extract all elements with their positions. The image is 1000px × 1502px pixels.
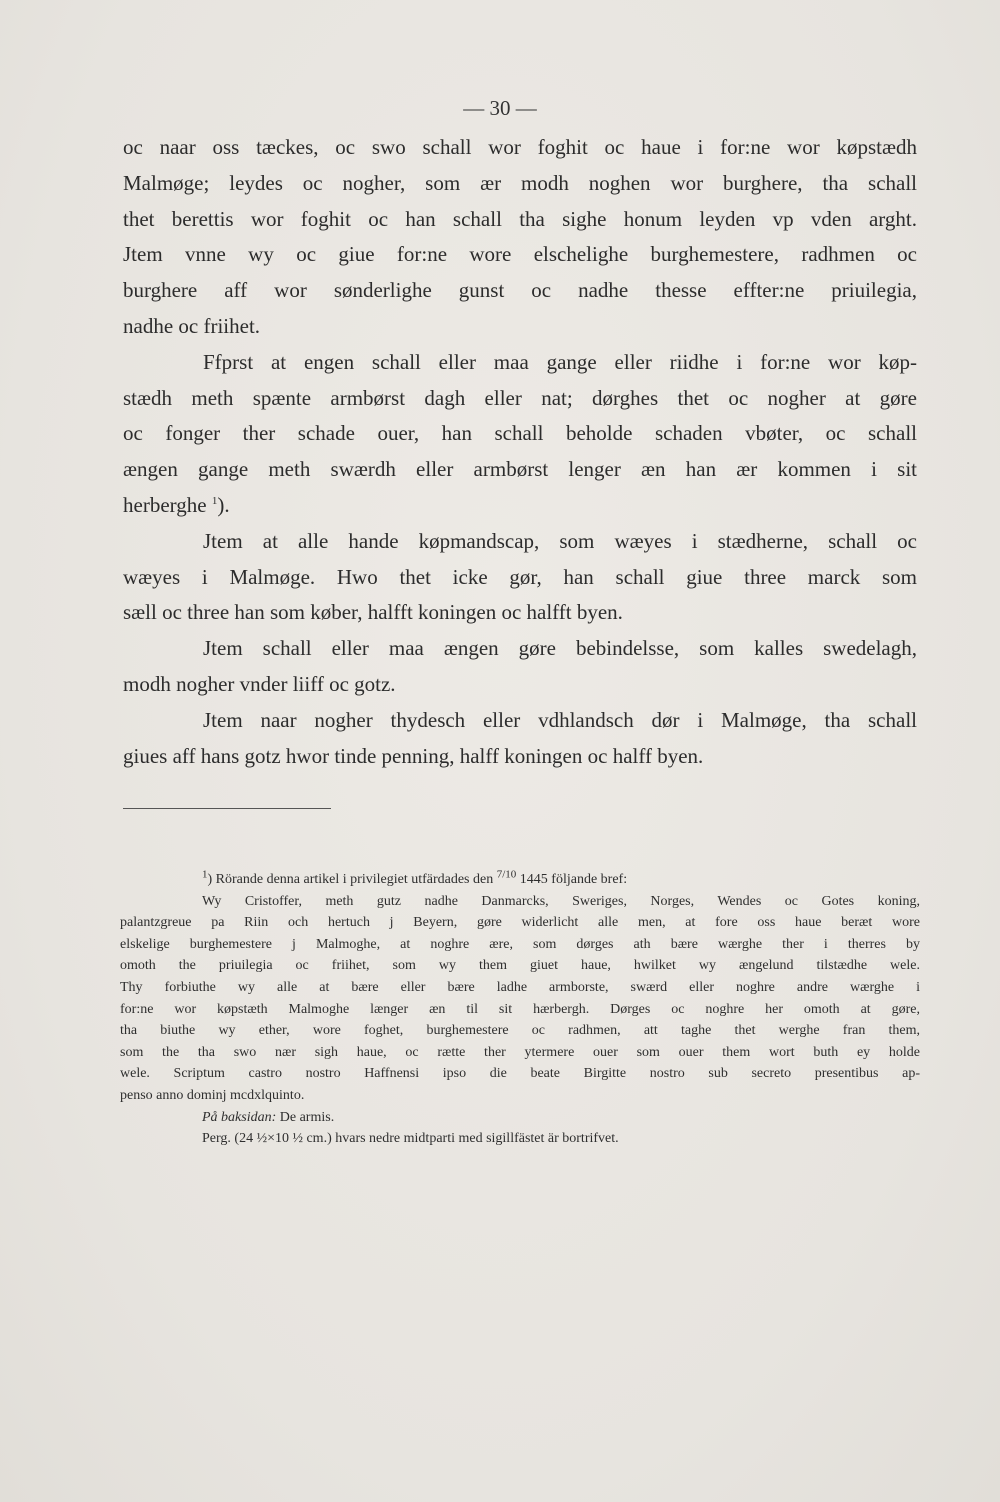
text-fragment: herberghe (123, 492, 207, 517)
footnote-marker: 1 (211, 494, 218, 507)
footnote-line (120, 869, 920, 891)
footnote-line: palantzgreue pa Riin och hertuch j Beyern, gøre widerlicht alle men, at fore oss haue beræt wore (120, 915, 920, 931)
text-line: oc naar oss tæckes, oc swo schall wor foghit oc haue i for:ne wor køpstædh (123, 135, 917, 159)
footnote-marker: 1 (202, 868, 208, 881)
page-number: — 30 — (463, 96, 537, 120)
text-line: modh nogher vnder liiff oc gotz. (123, 671, 396, 696)
text-line: Malmøge; leydes oc nogher, som ær modh noghen wor burghere, tha schall (123, 170, 917, 195)
text-line: oc fonger ther schade ouer, han schall beholde schaden vbøter, oc schall (123, 421, 917, 446)
footnote-line: omoth the priuilegia oc friihet, som wy them giuet haue, hwilket wy ængelund tilstædhe wele. (120, 958, 920, 974)
footnote-line: penso anno dominj mcdxlquinto. (120, 1087, 305, 1103)
footnote-line: wele. Scriptum castro nostro Haffnensi ipso die beate Birgitte nostro sub secreto presentibus ap- (120, 1066, 920, 1082)
footnote-text: ) Rörande denna artikel i privilegiet utfärdades den (207, 872, 494, 887)
baksidan-text: De armis. (276, 1109, 335, 1125)
footnote-line (120, 1107, 920, 1129)
footnote-line: som the tha swo nær sigh haue, oc rætte ther ytermere ouer som ouer them wort buth ey holde (120, 1044, 920, 1060)
text-line: Jtem vnne wy oc giue for:ne wore elschelighe burghemestere, radhmen oc (123, 242, 917, 267)
footnote-line: Thy forbiuthe wy alle at bære eller bære ladhe armborste, swærd eller noghre andre wærghe i (120, 979, 920, 995)
text-line: giues aff hans gotz hwor tinde penning, halff koningen oc halff byen. (123, 743, 704, 768)
text-line: Jtem naar nogher thydesch eller vdhlandsch dør i Malmøge, tha schall (203, 707, 917, 732)
footnote-block (120, 869, 920, 1150)
baksidan-label: På baksidan: (202, 1109, 277, 1125)
footnote-line: tha biuthe wy ether, wore foghet, burghemestere oc radhmen, att taghe thet werghe fran them, (120, 1023, 920, 1039)
date-fraction: 7/10 (496, 868, 517, 881)
text-line-with-footnote (123, 488, 917, 524)
text-line: thet berettis wor foghit oc han schall tha sighe honum leyden vp vden arght. (123, 206, 917, 231)
text-fragment: ). (217, 492, 230, 517)
text-line: sæll oc three han som køber, halfft koningen oc halfft byen. (123, 600, 623, 625)
text-line: nadhe oc friihet. (123, 313, 261, 338)
footnote-divider (123, 808, 331, 809)
footnote-text: 1445 följande bref: (519, 872, 628, 887)
text-line: burghere aff wor sønderlighe gunst oc nadhe thesse effter:ne priuilegia, (123, 278, 917, 303)
footnote-line: for:ne wor køpstæth Malmoghe længer æn til sit hærbergh. Dørges oc noghre her omoth at gøre, (120, 1001, 920, 1017)
footnote-line: Wy Cristoffer, meth gutz nadhe Danmarcks, Sweriges, Norges, Wendes oc Gotes koning, (202, 893, 920, 909)
text-line: wæyes i Malmøge. Hwo thet icke gør, han schall giue three marck som (123, 564, 917, 589)
text-line: stædh meth spænte armbørst dagh eller nat; dørghes thet oc nogher at gøre (123, 385, 917, 410)
main-text (123, 130, 917, 774)
text-line: Jtem schall eller maa ængen gøre bebindelsse, som kalles swedelagh, (203, 636, 917, 661)
text-line: ængen gange meth swærdh eller armbørst lenger æn han ær kommen i sit (123, 457, 917, 482)
text-line: Ffprst at engen schall eller maa gange eller riidhe i for:ne wor køp- (203, 349, 917, 374)
footnote-line: elskelige burghemestere j Malmoghe, at noghre ære, som dørges ath bære wærghe ther i therres by (120, 936, 920, 952)
text-line: Jtem at alle hande køpmandscap, som wæyes i stædherne, schall oc (203, 528, 917, 553)
footnote-line: Perg. (24 ½×10 ½ cm.) hvars nedre midtparti med sigillfästet är bortrifvet. (202, 1131, 619, 1147)
